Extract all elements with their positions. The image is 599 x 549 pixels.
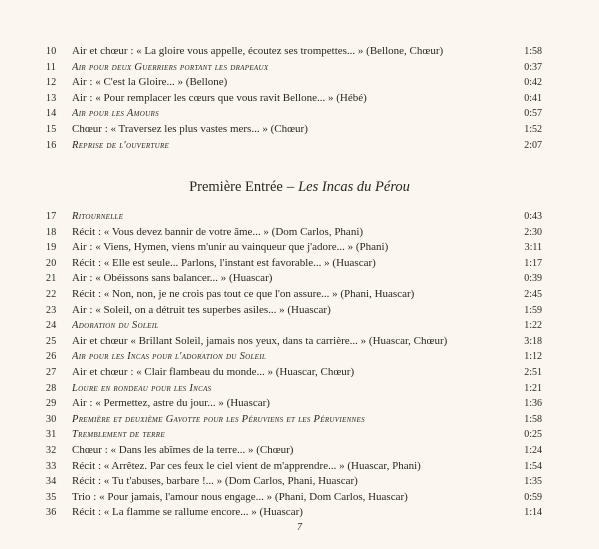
- track-row: [0, 225, 599, 241]
- track-duration: 1:14: [524, 507, 542, 519]
- track-duration: 1:12: [524, 351, 542, 363]
- track-row: [0, 381, 599, 397]
- track-duration: 0:43: [524, 211, 542, 222]
- track-number: 21: [46, 273, 57, 285]
- track-title: Récit : « Elle est seule... Parlons, l'instant est favorable... » (Huascar): [72, 256, 376, 269]
- track-number: 10: [46, 46, 57, 57]
- track-number: 19: [46, 242, 57, 254]
- track-row: [0, 209, 599, 225]
- track-title: Récit : « Vous devez bannir de votre âme... » (Dom Carlos, Phani): [72, 225, 364, 238]
- track-row: [0, 122, 599, 138]
- track-row: [0, 427, 599, 443]
- track-duration: 1:52: [524, 123, 542, 135]
- track-number: 16: [46, 139, 57, 151]
- track-number: 20: [46, 257, 57, 269]
- track-title: Air pour deux Guerriers portant les drapeaux: [72, 61, 269, 73]
- track-number: 29: [46, 398, 57, 410]
- track-title: Ritournelle: [72, 211, 124, 222]
- track-number: 24: [46, 320, 57, 332]
- track-number: 33: [46, 460, 57, 472]
- track-duration: 0:39: [524, 273, 542, 285]
- track-title: Chœur : « Dans les abîmes de la terre... » (Chœur): [72, 443, 294, 456]
- track-number: 12: [46, 77, 57, 89]
- track-duration: 1:17: [524, 257, 542, 269]
- track-title: Adoration du Soleil: [72, 320, 159, 332]
- track-number: 30: [46, 413, 57, 425]
- track-duration: 1:35: [524, 476, 542, 488]
- track-row: [0, 334, 599, 350]
- track-title: Air : « Soleil, on a détruit tes superbes asiles... » (Huascar): [72, 303, 331, 316]
- track-duration: 0:42: [524, 77, 542, 89]
- track-title: Trio : « Pour jamais, l'amour nous engage... » (Phani, Dom Carlos, Huascar): [72, 490, 408, 503]
- track-number: 36: [46, 507, 57, 519]
- track-title: Loure en rondeau pour les Incas: [72, 382, 212, 394]
- track-row: [0, 60, 599, 76]
- track-number: 17: [46, 211, 57, 222]
- track-duration: 2:45: [524, 288, 542, 300]
- track-row: [0, 240, 599, 256]
- track-row: [0, 412, 599, 428]
- track-duration: 1:36: [524, 398, 542, 410]
- track-number: 15: [46, 123, 57, 135]
- track-duration: 0:37: [524, 61, 542, 73]
- track-number: 26: [46, 351, 57, 363]
- track-row: [0, 271, 599, 287]
- track-row: [0, 106, 599, 122]
- track-title: Air et chœur « Brillant Soleil, jamais nos yeux, dans ta carrière... » (Huascar, Chœur): [72, 334, 448, 347]
- track-number: 22: [46, 288, 57, 300]
- section-prefix: Première Entrée: [189, 179, 283, 195]
- track-row: [0, 505, 599, 521]
- track-row: [0, 75, 599, 91]
- section-heading: [0, 178, 599, 196]
- track-title: Air pour les Amours: [72, 108, 159, 120]
- track-number: 13: [46, 92, 57, 104]
- track-number: 11: [46, 61, 57, 73]
- track-number: 25: [46, 335, 57, 347]
- track-number: 34: [46, 476, 57, 488]
- track-duration: 1:58: [524, 46, 542, 57]
- track-row: [0, 256, 599, 272]
- track-title: Air : « Pour remplacer les cœurs que vous ravit Bellone... » (Hébé): [72, 91, 367, 104]
- track-duration: 1:24: [524, 444, 542, 456]
- track-duration: 1:58: [524, 413, 542, 425]
- tracklist-top: [0, 44, 599, 153]
- track-row: [0, 396, 599, 412]
- track-duration: 1:22: [524, 320, 542, 332]
- track-title: Air : « Obéissons sans balancer... » (Huascar): [72, 272, 273, 285]
- section-title: Les Incas du Pérou: [298, 179, 410, 195]
- track-duration: 0:59: [524, 491, 542, 503]
- track-row: [0, 365, 599, 381]
- track-duration: 1:54: [524, 460, 542, 472]
- track-row: [0, 474, 599, 490]
- track-number: 23: [46, 304, 57, 316]
- track-number: 28: [46, 382, 57, 394]
- track-duration: 1:59: [524, 304, 542, 316]
- track-row: [0, 349, 599, 365]
- section-separator: –: [286, 179, 295, 195]
- track-number: 27: [46, 366, 57, 378]
- track-title: Air et chœur : « Clair flambeau du monde... » (Huascar, Chœur): [72, 365, 355, 378]
- track-title: Reprise de l'ouverture: [72, 139, 170, 151]
- track-duration: 3:18: [524, 335, 542, 347]
- track-row: [0, 459, 599, 475]
- track-title: Air : « Permettez, astre du jour... » (Huascar): [72, 397, 270, 410]
- track-duration: 1:21: [524, 382, 542, 394]
- track-row: [0, 138, 599, 154]
- page-number: 7: [297, 522, 302, 533]
- track-number: 35: [46, 491, 57, 503]
- track-number: 31: [46, 429, 57, 441]
- track-number: 32: [46, 444, 57, 456]
- track-title: Chœur : « Traversez les plus vastes mers... » (Chœur): [72, 122, 308, 135]
- track-title: Première et deuxième Gavotte pour les Péruviens et les Péruviennes: [72, 413, 365, 425]
- track-title: Récit : « Arrêtez. Par ces feux le ciel vient de m'apprendre... » (Huascar, Phani): [72, 459, 421, 472]
- tracklist-bottom: [0, 209, 599, 521]
- track-row: [0, 318, 599, 334]
- track-row: [0, 443, 599, 459]
- track-title: Air : « C'est la Gloire... » (Bellone): [72, 76, 228, 89]
- track-title: Air : « Viens, Hymen, viens m'unir au vainqueur que j'adore... » (Phani): [72, 241, 389, 254]
- track-number: 18: [46, 226, 57, 238]
- track-title: Récit : « Tu t'abuses, barbare !... » (Dom Carlos, Phani, Huascar): [72, 475, 358, 488]
- track-duration: 2:51: [524, 366, 542, 378]
- track-duration: 2:07: [524, 139, 542, 151]
- track-duration: 2:30: [524, 226, 542, 238]
- track-row: [0, 490, 599, 506]
- track-title: Récit : « Non, non, je ne crois pas tout ce que l'on assure... » (Phani, Huascar): [72, 287, 415, 300]
- track-number: 14: [46, 108, 57, 120]
- track-title: Air pour les Incas pour l'adoration du Soleil: [72, 351, 267, 363]
- track-title: Récit : « La flamme se rallume encore... » (Huascar): [72, 506, 303, 519]
- track-row: [0, 91, 599, 107]
- track-title: Air et chœur : « La gloire vous appelle, écoutez ses trompettes... » (Bellone, Chœur): [72, 45, 444, 57]
- track-row: [0, 287, 599, 303]
- track-duration: 3:11: [524, 242, 542, 254]
- track-duration: 0:41: [524, 92, 542, 104]
- track-title: Tremblement de terre: [72, 429, 165, 441]
- track-row: [0, 44, 599, 60]
- track-duration: 0:25: [524, 429, 542, 441]
- track-row: [0, 303, 599, 319]
- track-duration: 0:57: [524, 108, 542, 120]
